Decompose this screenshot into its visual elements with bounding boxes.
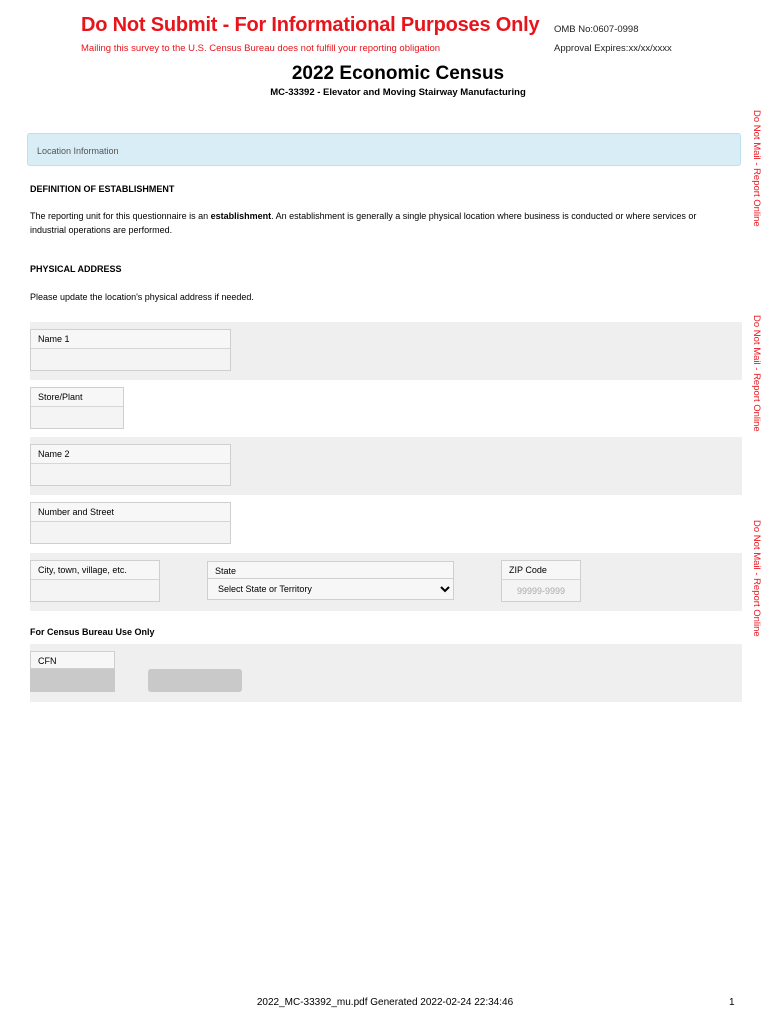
city-field [30, 560, 160, 602]
name1-label: Name 1 [31, 330, 230, 349]
store-plant-label: Store/Plant [31, 388, 123, 407]
street-field [30, 502, 231, 544]
side-note-top: Do Not Mail - Report Online [751, 110, 762, 227]
definition-text-bold: establishment [210, 211, 272, 221]
zip-field [501, 560, 581, 602]
warning-title: Do Not Submit - For Informational Purposes Only [81, 14, 540, 36]
zip-input[interactable] [502, 580, 580, 601]
city-label: City, town, village, etc. [31, 561, 159, 580]
definition-text-after: . An establishment is generally a single physical location where business is conducted or where services or industrial operations are performed. [30, 211, 697, 235]
page-subtitle: MC-33392 - Elevator and Moving Stairway Manufacturing [270, 87, 526, 98]
store-plant-input[interactable] [31, 407, 123, 428]
name2-band [30, 437, 742, 495]
side-note-middle: Do Not Mail - Report Online [751, 315, 762, 432]
name1-band [30, 322, 742, 380]
approval-expires: Approval Expires:xx/xx/xxxx [554, 43, 672, 54]
census-use-heading: For Census Bureau Use Only [30, 627, 155, 637]
physical-address-instruction: Please update the location's physical address if needed. [30, 292, 254, 302]
state-field [207, 561, 454, 600]
state-select[interactable] [207, 579, 454, 600]
zip-label: ZIP Code [502, 561, 580, 580]
street-label: Number and Street [31, 503, 230, 522]
name2-field [30, 444, 231, 486]
cfn-band [30, 644, 742, 702]
name2-label: Name 2 [31, 445, 230, 464]
definition-heading: DEFINITION OF ESTABLISHMENT [30, 184, 175, 194]
footer-generated: 2022_MC-33392_mu.pdf Generated 2022-02-24 22:34:46 [256, 997, 514, 1008]
location-information-bar [27, 133, 741, 166]
name1-field [30, 329, 231, 371]
omb-number: OMB No:0607-0998 [554, 24, 639, 35]
name1-input[interactable] [31, 349, 230, 370]
location-information-label: Location Information [37, 146, 119, 156]
physical-address-heading: PHYSICAL ADDRESS [30, 264, 122, 274]
page-title: 2022 Economic Census [291, 63, 505, 84]
side-note-bottom: Do Not Mail - Report Online [751, 520, 762, 637]
cfn-label: CFN [30, 651, 115, 669]
state-label: State [207, 561, 454, 579]
city-state-zip-band [30, 553, 742, 611]
city-input[interactable] [31, 580, 159, 601]
store-plant-field [30, 387, 124, 429]
cfn-value-box [30, 669, 115, 692]
page-number: 1 [729, 997, 735, 1008]
cfn-secondary-box [148, 669, 242, 692]
warning-subtitle: Mailing this survey to the U.S. Census Bureau does not fulfill your reporting obligation [81, 43, 441, 54]
definition-text-before: The reporting unit for this questionnaire is an [30, 211, 211, 221]
cfn-field [30, 651, 115, 692]
definition-text [30, 209, 730, 237]
street-input[interactable] [31, 522, 230, 543]
name2-input[interactable] [31, 464, 230, 485]
